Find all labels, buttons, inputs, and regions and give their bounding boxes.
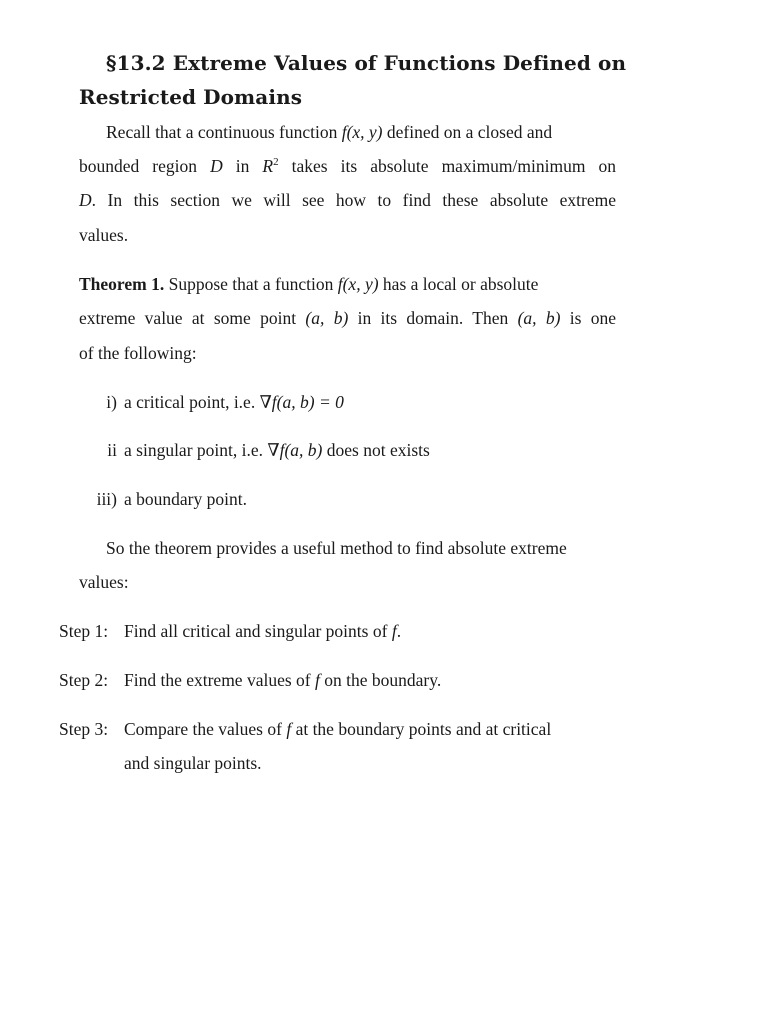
math-gradient: ∇f(a, b) [267, 440, 323, 460]
math-D: D [210, 156, 223, 176]
math-gradient: ∇f(a, b) = 0 [259, 392, 344, 412]
section-title-line1: §13.2 Extreme Values of Functions Defined on [106, 51, 627, 75]
math-D: D [79, 190, 92, 210]
list-item-text [124, 489, 247, 510]
text-span: a singular point, i.e. [124, 440, 268, 460]
math-f-xy: f(x, y) [341, 122, 383, 142]
math-point-ab: (a, b) [517, 308, 561, 328]
text-span: on the boundary. [319, 670, 442, 690]
math-f-xy: f(x, y) [337, 274, 379, 294]
math-f: f [391, 621, 397, 641]
text-span: . In this section we will see how to find these absolute extreme [91, 190, 616, 210]
theorem-label: Theorem 1. [79, 274, 165, 294]
text-span: at the boundary points and at critical [291, 719, 552, 739]
math-f: f [315, 670, 320, 690]
text-span: . [396, 621, 402, 641]
theorem-line-3: of the following: [79, 343, 197, 363]
intro-line-2 [79, 156, 616, 177]
step-label: Step 2: [59, 670, 109, 690]
theorem-line-2 [79, 308, 616, 329]
list-item-label: iii) [96, 489, 117, 509]
text-span: Find all critical and singular points of [124, 621, 392, 641]
list-item-label: ii [107, 440, 117, 460]
text-span: bounded region [79, 156, 211, 176]
text-span: does not exists [322, 440, 430, 460]
intro-line-4: values. [79, 225, 129, 245]
step-text [124, 670, 441, 691]
step-label: Step 1: [59, 621, 109, 641]
theorem-line-1 [79, 274, 538, 295]
text-span: Recall that a continuous function [106, 122, 342, 142]
list-item-label: i) [106, 392, 117, 412]
list-item-text [124, 440, 430, 461]
step-text [124, 719, 551, 740]
section-title-line2: Restricted Domains [79, 85, 303, 109]
step-text [124, 621, 401, 642]
intro-line-3 [79, 190, 616, 211]
method-line-1: So the theorem provides a useful method to find absolute extreme [106, 538, 567, 558]
intro-line-1 [106, 122, 552, 143]
list-item-text [124, 392, 344, 413]
text-span: Suppose that a function [164, 274, 338, 294]
text-span: is one [560, 308, 617, 328]
text-span: a boundary point. [124, 489, 247, 509]
text-span: in its domain. Then [348, 308, 518, 328]
text-span: has a local or absolute [378, 274, 539, 294]
text-span: in [222, 156, 263, 176]
math-R: R [262, 156, 274, 176]
text-span: Find the extreme values of [124, 670, 315, 690]
text-span: Compare the values of [124, 719, 287, 739]
method-line-2: values: [79, 572, 129, 592]
text-span: takes its absolute maximum/minimum on [278, 156, 616, 176]
text-span: extreme value at some point [79, 308, 306, 328]
step-text-continuation: and singular points. [124, 753, 262, 773]
text-span: defined on a closed and [382, 122, 553, 142]
math-point-ab: (a, b) [305, 308, 349, 328]
text-span: a critical point, i.e. [124, 392, 260, 412]
math-superscript: 2 [273, 156, 279, 169]
math-f: f [286, 719, 292, 739]
step-label: Step 3: [59, 719, 109, 739]
